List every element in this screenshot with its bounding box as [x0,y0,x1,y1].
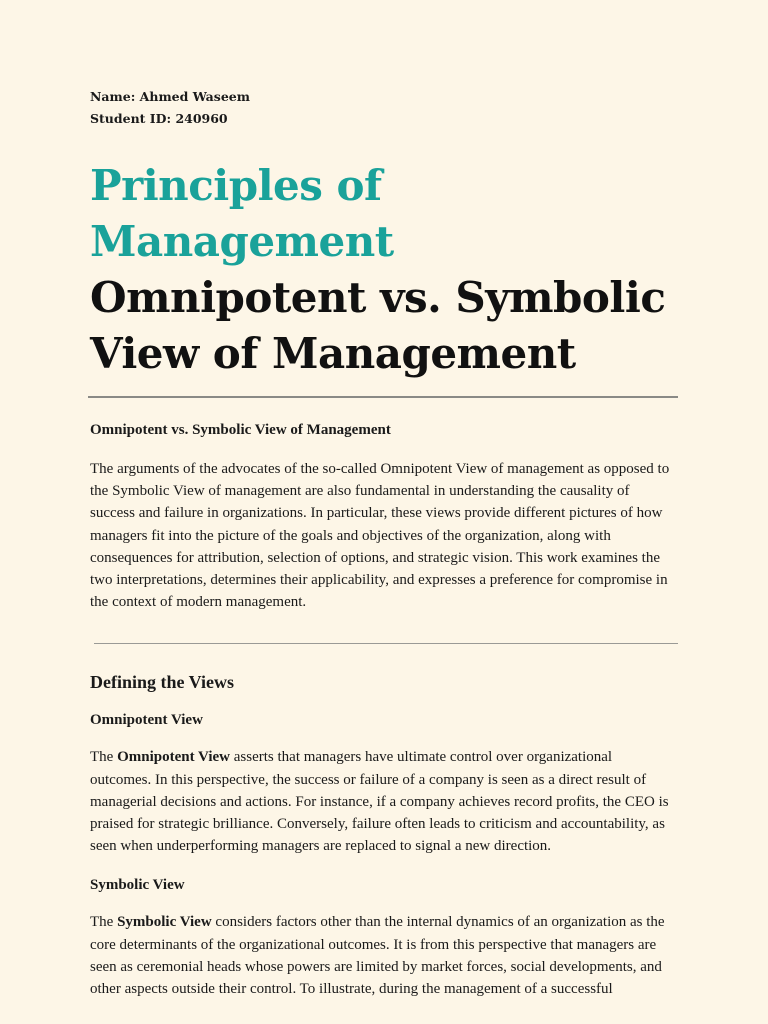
student-info [90,86,674,130]
intro-heading: Omnipotent vs. Symbolic View of Management [90,422,391,438]
student-name: Name: Ahmed Waseem [90,89,250,104]
symbolic-lead: The [90,914,114,931]
omnipotent-view-heading: Omnipotent View [90,712,203,729]
omnipotent-body: asserts that managers have ultimate control over organizational outcomes. In this perspective, the success or failure of a company is seen as a direct result of managerial decisions and actions. For instance, if a company achieves record profits, the CEO is praised for strategic brilliance. Conversely, failure often leads to criticism and accountability, as seen when underperforming managers are replaced to signal a new direction. [90,749,669,855]
document-title-line-1: Omnipotent vs. Symbolic [90,273,666,322]
intro-paragraph: The arguments of the advocates of the so-called Omnipotent View of management as opposed to the Symbolic View of management are also fundamental in understanding the causality of success and failure in organizations. In particular, these views provide different pictures of how managers fit into the picture of the goals and objectives of the organization, along with consequences for attribution, selection of options, and strategic vision. This work examines the two interpretations, determines their applicability, and expresses a preference for compromise in the context of modern management. [90,461,670,611]
symbolic-view-heading: Symbolic View [90,877,185,894]
omnipotent-lead: The [90,749,114,766]
section-divider [94,643,678,644]
title-divider [88,396,678,398]
symbolic-body: considers factors other than the internal dynamics of an organization as the core determinants of the organizational outcomes. It is from this perspective that managers are seen as ceremonial heads whose powers are limited by market forces, social developments, and other aspects outside their control. To illustrate, during the management of a successful [90,914,665,998]
symbolic-term: Symbolic View [117,914,212,931]
student-id: Student ID: 240960 [90,111,228,126]
document-title-line-2: View of Management [90,329,576,378]
defining-views-heading: Defining the Views [90,672,234,693]
omnipotent-term: Omnipotent View [117,749,230,766]
title-block [90,158,674,382]
omnipotent-view-paragraph [90,746,674,857]
course-title: Principles of Management [90,161,394,266]
symbolic-view-paragraph [90,911,674,1000]
